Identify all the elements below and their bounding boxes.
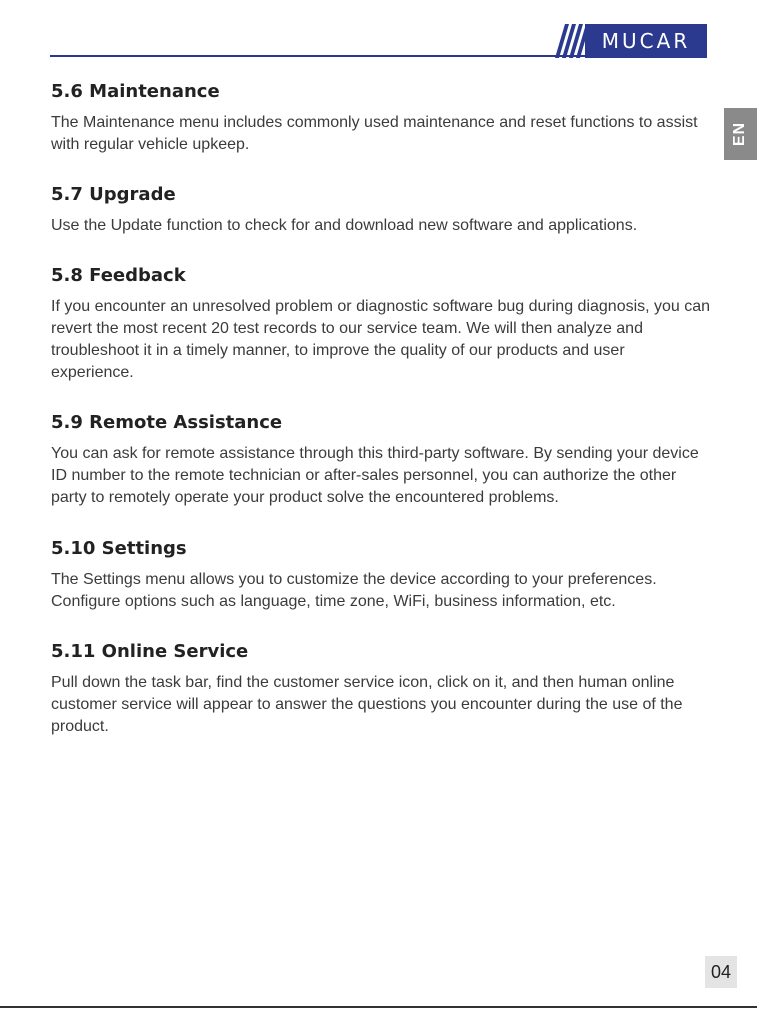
section-online-service bbox=[51, 639, 711, 738]
section-body: Use the Update function to check for and download new software and applications. bbox=[51, 217, 638, 234]
brand-logo bbox=[545, 24, 707, 58]
section-title: 5.6 Maintenance bbox=[51, 81, 220, 102]
section-title: 5.9 Remote Assistance bbox=[51, 412, 283, 433]
section-body: The Maintenance menu includes commonly used maintenance and reset functions to assist with regular vehicle upkeep. bbox=[51, 114, 698, 153]
logo-stripes-icon bbox=[545, 24, 589, 58]
section-title: 5.11 Online Service bbox=[51, 641, 249, 662]
section-body: The Settings menu allows you to customize the device according to your preferences. Configure options such as language, time zone, WiFi, business information, etc. bbox=[51, 571, 657, 610]
brand-name: MUCAR bbox=[585, 24, 707, 58]
language-tab bbox=[724, 108, 757, 160]
section-body: If you encounter an unresolved problem or diagnostic software bug during diagnosis, you can revert the most recent 20 test records to our service team. We will then analyze and troubleshoot it in a timely manner, to improve the quality of our products and user experience. bbox=[51, 298, 711, 381]
section-settings bbox=[51, 536, 711, 613]
section-title: 5.8 Feedback bbox=[51, 265, 186, 286]
section-title: 5.7 Upgrade bbox=[51, 184, 176, 205]
section-maintenance bbox=[51, 79, 711, 156]
section-body: You can ask for remote assistance through this third-party software. By sending your device ID number to the remote technician or after-sales personnel, you can authorize the other party to remotely operate your product solve the encountered problems. bbox=[51, 445, 699, 506]
section-upgrade bbox=[51, 182, 711, 237]
footer-rule bbox=[0, 1006, 757, 1008]
page-number: 04 bbox=[705, 956, 737, 988]
section-title: 5.10 Settings bbox=[51, 538, 187, 559]
section-feedback bbox=[51, 263, 711, 384]
document-content bbox=[51, 76, 711, 738]
section-body: Pull down the task bar, find the customer service icon, click on it, and then human online customer service will appear to answer the questions you encounter during the use of the product. bbox=[51, 674, 683, 735]
language-tab-label: EN bbox=[731, 121, 749, 147]
section-remote-assistance bbox=[51, 410, 711, 509]
header-rule bbox=[50, 55, 595, 57]
